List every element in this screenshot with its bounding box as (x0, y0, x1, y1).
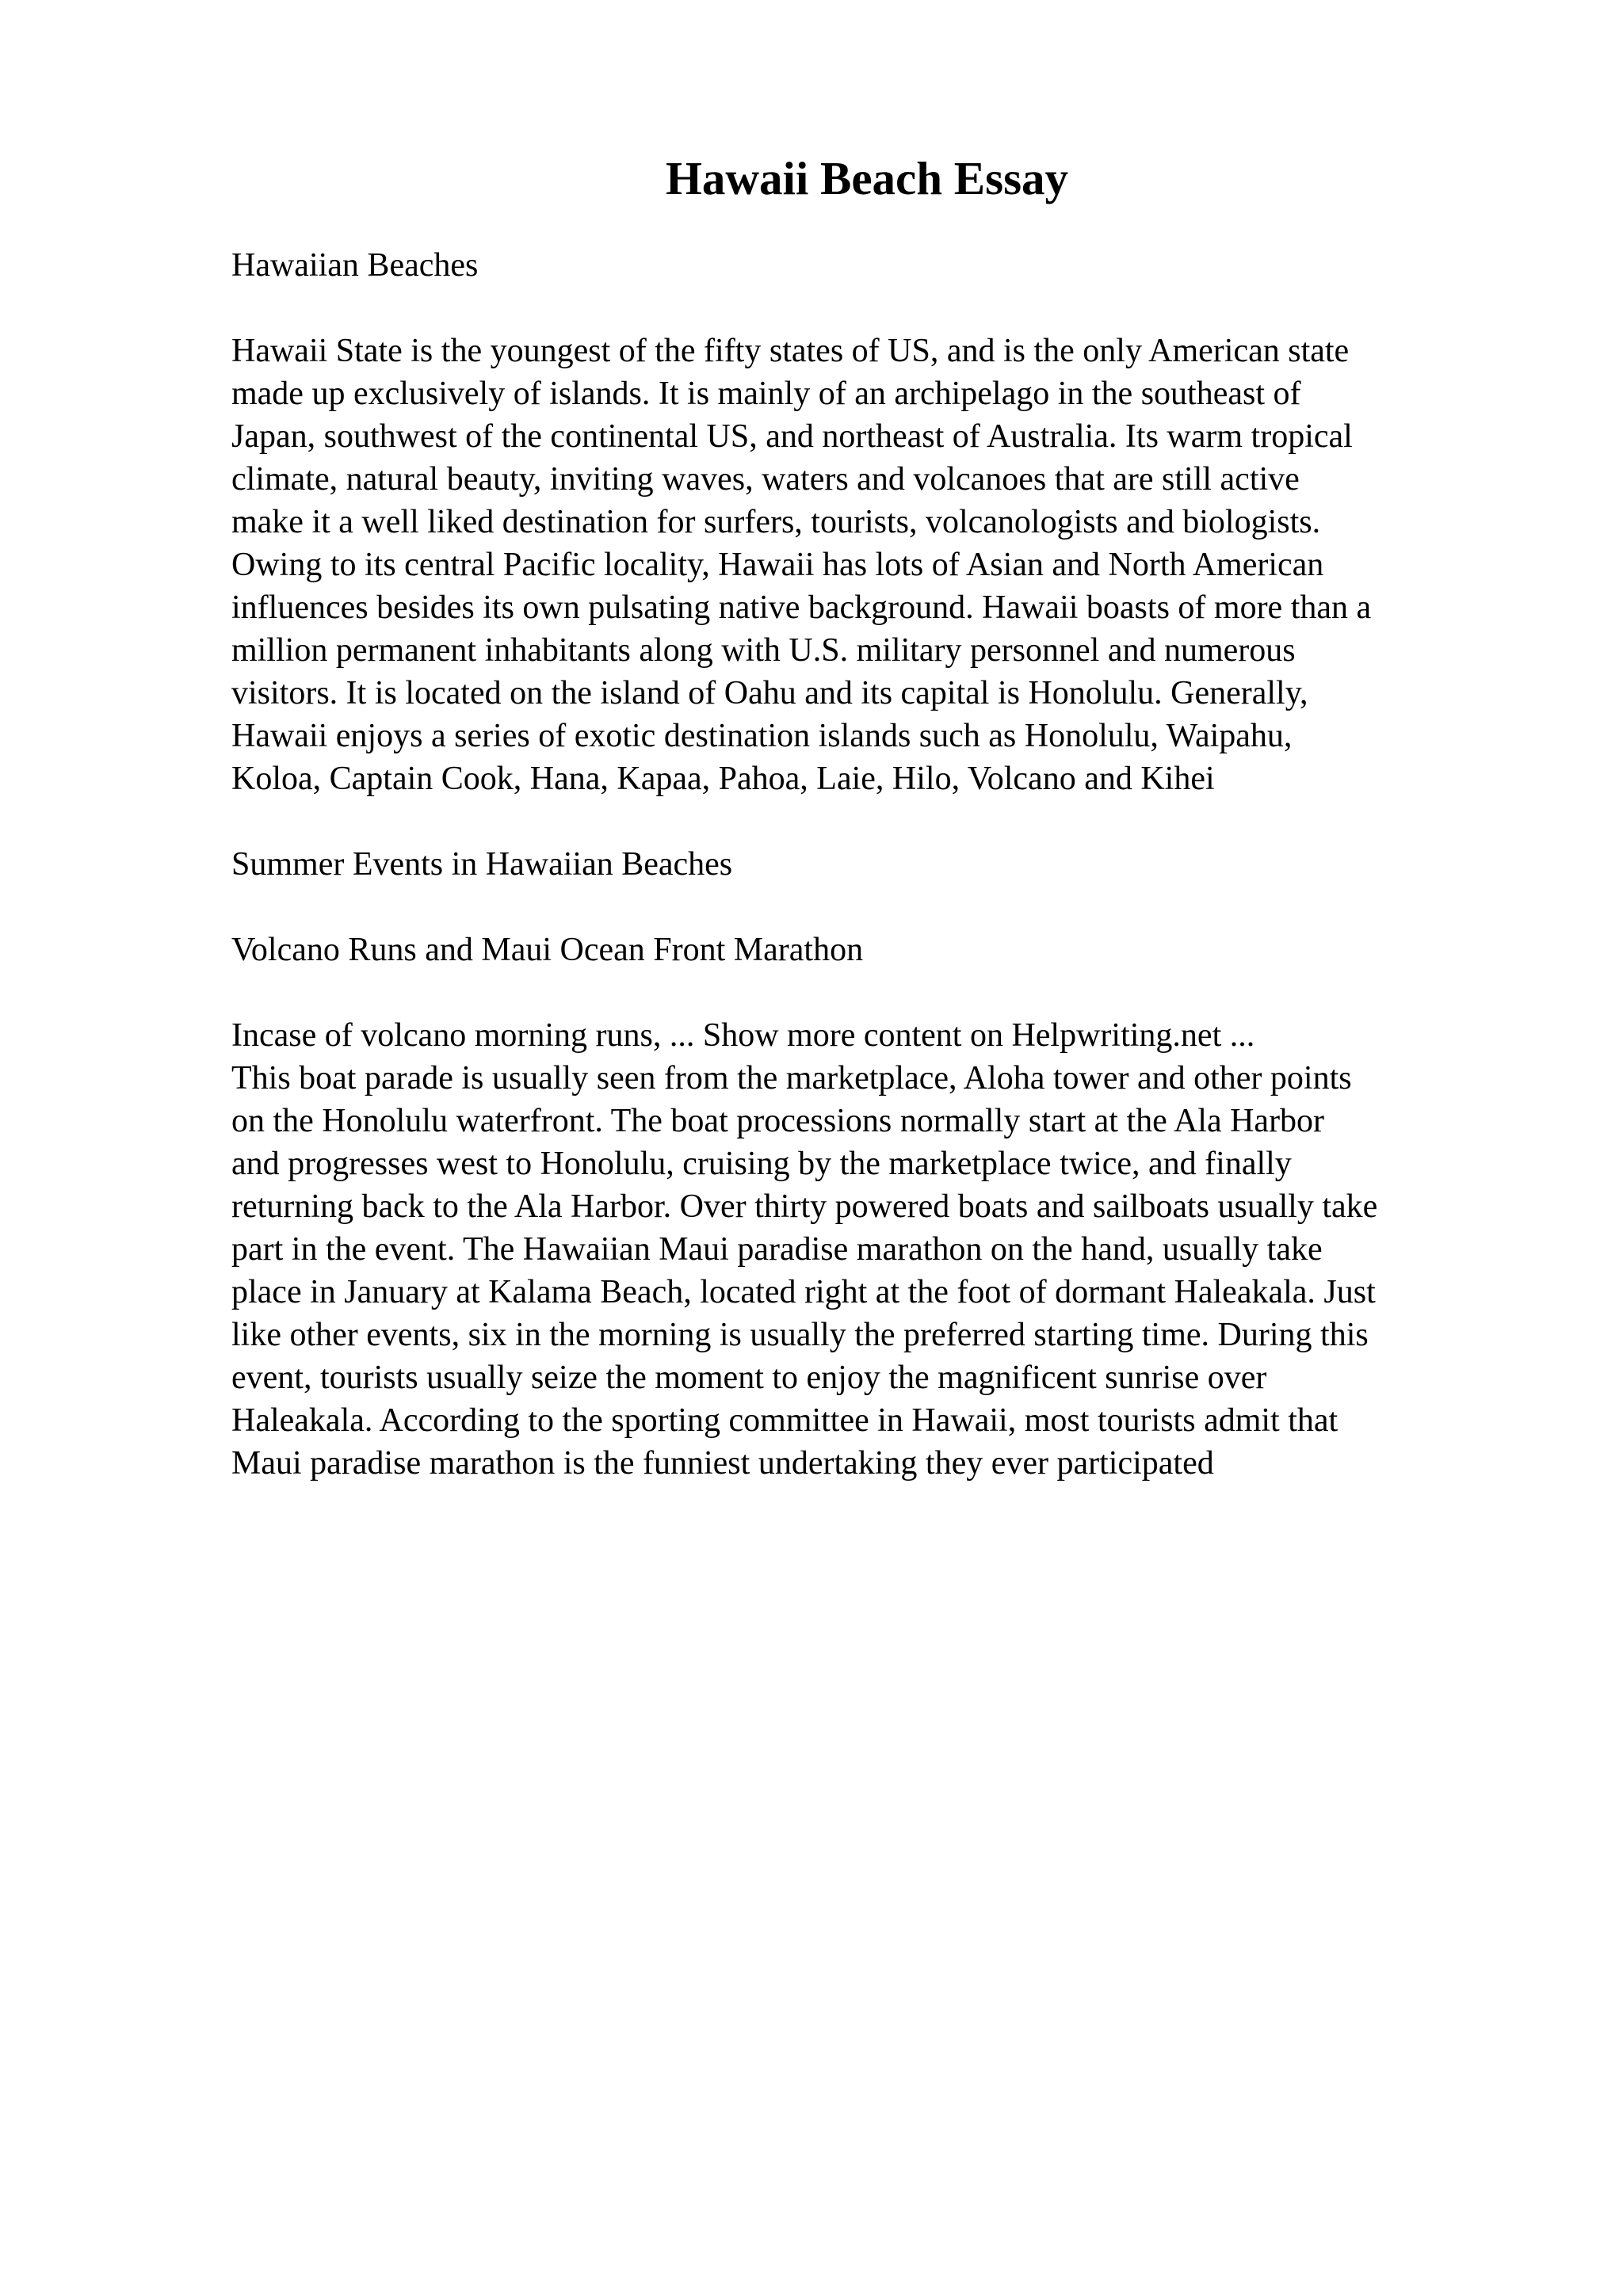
paragraph-events (231, 1014, 1531, 1485)
paragraph-line: Incase of volcano morning runs, ... Show more content on Helpwriting.net ... (231, 1017, 1255, 1054)
paragraph-line: and progresses west to Honolulu, cruising by the marketplace twice, and finally (231, 1146, 1292, 1182)
paragraph-line: part in the event. The Hawaiian Maui paradise marathon on the hand, usually take (231, 1231, 1323, 1268)
document-title: Hawaii Beach Essay (665, 152, 1069, 204)
section-heading-summer-events: Summer Events in Hawaiian Beaches (231, 846, 733, 883)
paragraph-line: on the Honolulu waterfront. The boat processions normally start at the Ala Harbor (231, 1103, 1325, 1139)
paragraph-gap (231, 800, 1531, 843)
paragraph-line: returning back to the Ala Harbor. Over thirty powered boats and sailboats usually take (231, 1188, 1378, 1225)
paragraph-line: like other events, six in the morning is usually the preferred starting time. During this (231, 1317, 1369, 1353)
paragraph-gap (231, 287, 1531, 330)
paragraph-line: This boat parade is usually seen from the marketplace, Aloha tower and other points (231, 1060, 1352, 1097)
paragraph-line: Haleakala. According to the sporting committee in Hawaii, most tourists admit that (231, 1402, 1338, 1439)
paragraph-line: climate, natural beauty, inviting waves, waters and volcanoes that are still active (231, 461, 1300, 498)
paragraph-line: event, tourists usually seize the moment to enjoy the magnificent sunrise over (231, 1360, 1267, 1396)
paragraph-gap (231, 886, 1531, 929)
paragraph-line: Hawaii State is the youngest of the fifty states of US, and is the only American state (231, 333, 1350, 369)
paragraph-line: influences besides its own pulsating native background. Hawaii boasts of more than a (231, 589, 1372, 626)
paragraph-line: million permanent inhabitants along with U.S. military personnel and numerous (231, 632, 1296, 669)
paragraph-line: place in January at Kalama Beach, located right at the foot of dormant Haleakala. Just (231, 1274, 1376, 1310)
paragraph-line: made up exclusively of islands. It is mainly of an archipelago in the southeast of (231, 376, 1301, 412)
paragraph-line: Hawaii enjoys a series of exotic destination islands such as Honolulu, Waipahu, (231, 718, 1293, 754)
paragraph-line: visitors. It is located on the island of Oahu and its capital is Honolulu. Generally, (231, 675, 1308, 711)
section-heading-volcano-runs: Volcano Runs and Maui Ocean Front Marathon (231, 932, 864, 968)
paragraph-line: Japan, southwest of the continental US, and northeast of Australia. Its warm tropical (231, 418, 1353, 455)
section-heading-hawaiian-beaches: Hawaiian Beaches (231, 247, 479, 284)
document-body (231, 244, 1531, 1485)
paragraph-gap (231, 971, 1531, 1014)
paragraph-intro (231, 330, 1531, 800)
paragraph-line: make it a well liked destination for surfers, tourists, volcanologists and biologists. (231, 504, 1321, 540)
paragraph-line: Maui paradise marathon is the funniest undertaking they ever participated (231, 1445, 1214, 1482)
paragraph-line: Owing to its central Pacific locality, Hawaii has lots of Asian and North American (231, 547, 1324, 583)
paragraph-line: Koloa, Captain Cook, Hana, Kapaa, Pahoa, Laie, Hilo, Volcano and Kihei (231, 761, 1215, 797)
